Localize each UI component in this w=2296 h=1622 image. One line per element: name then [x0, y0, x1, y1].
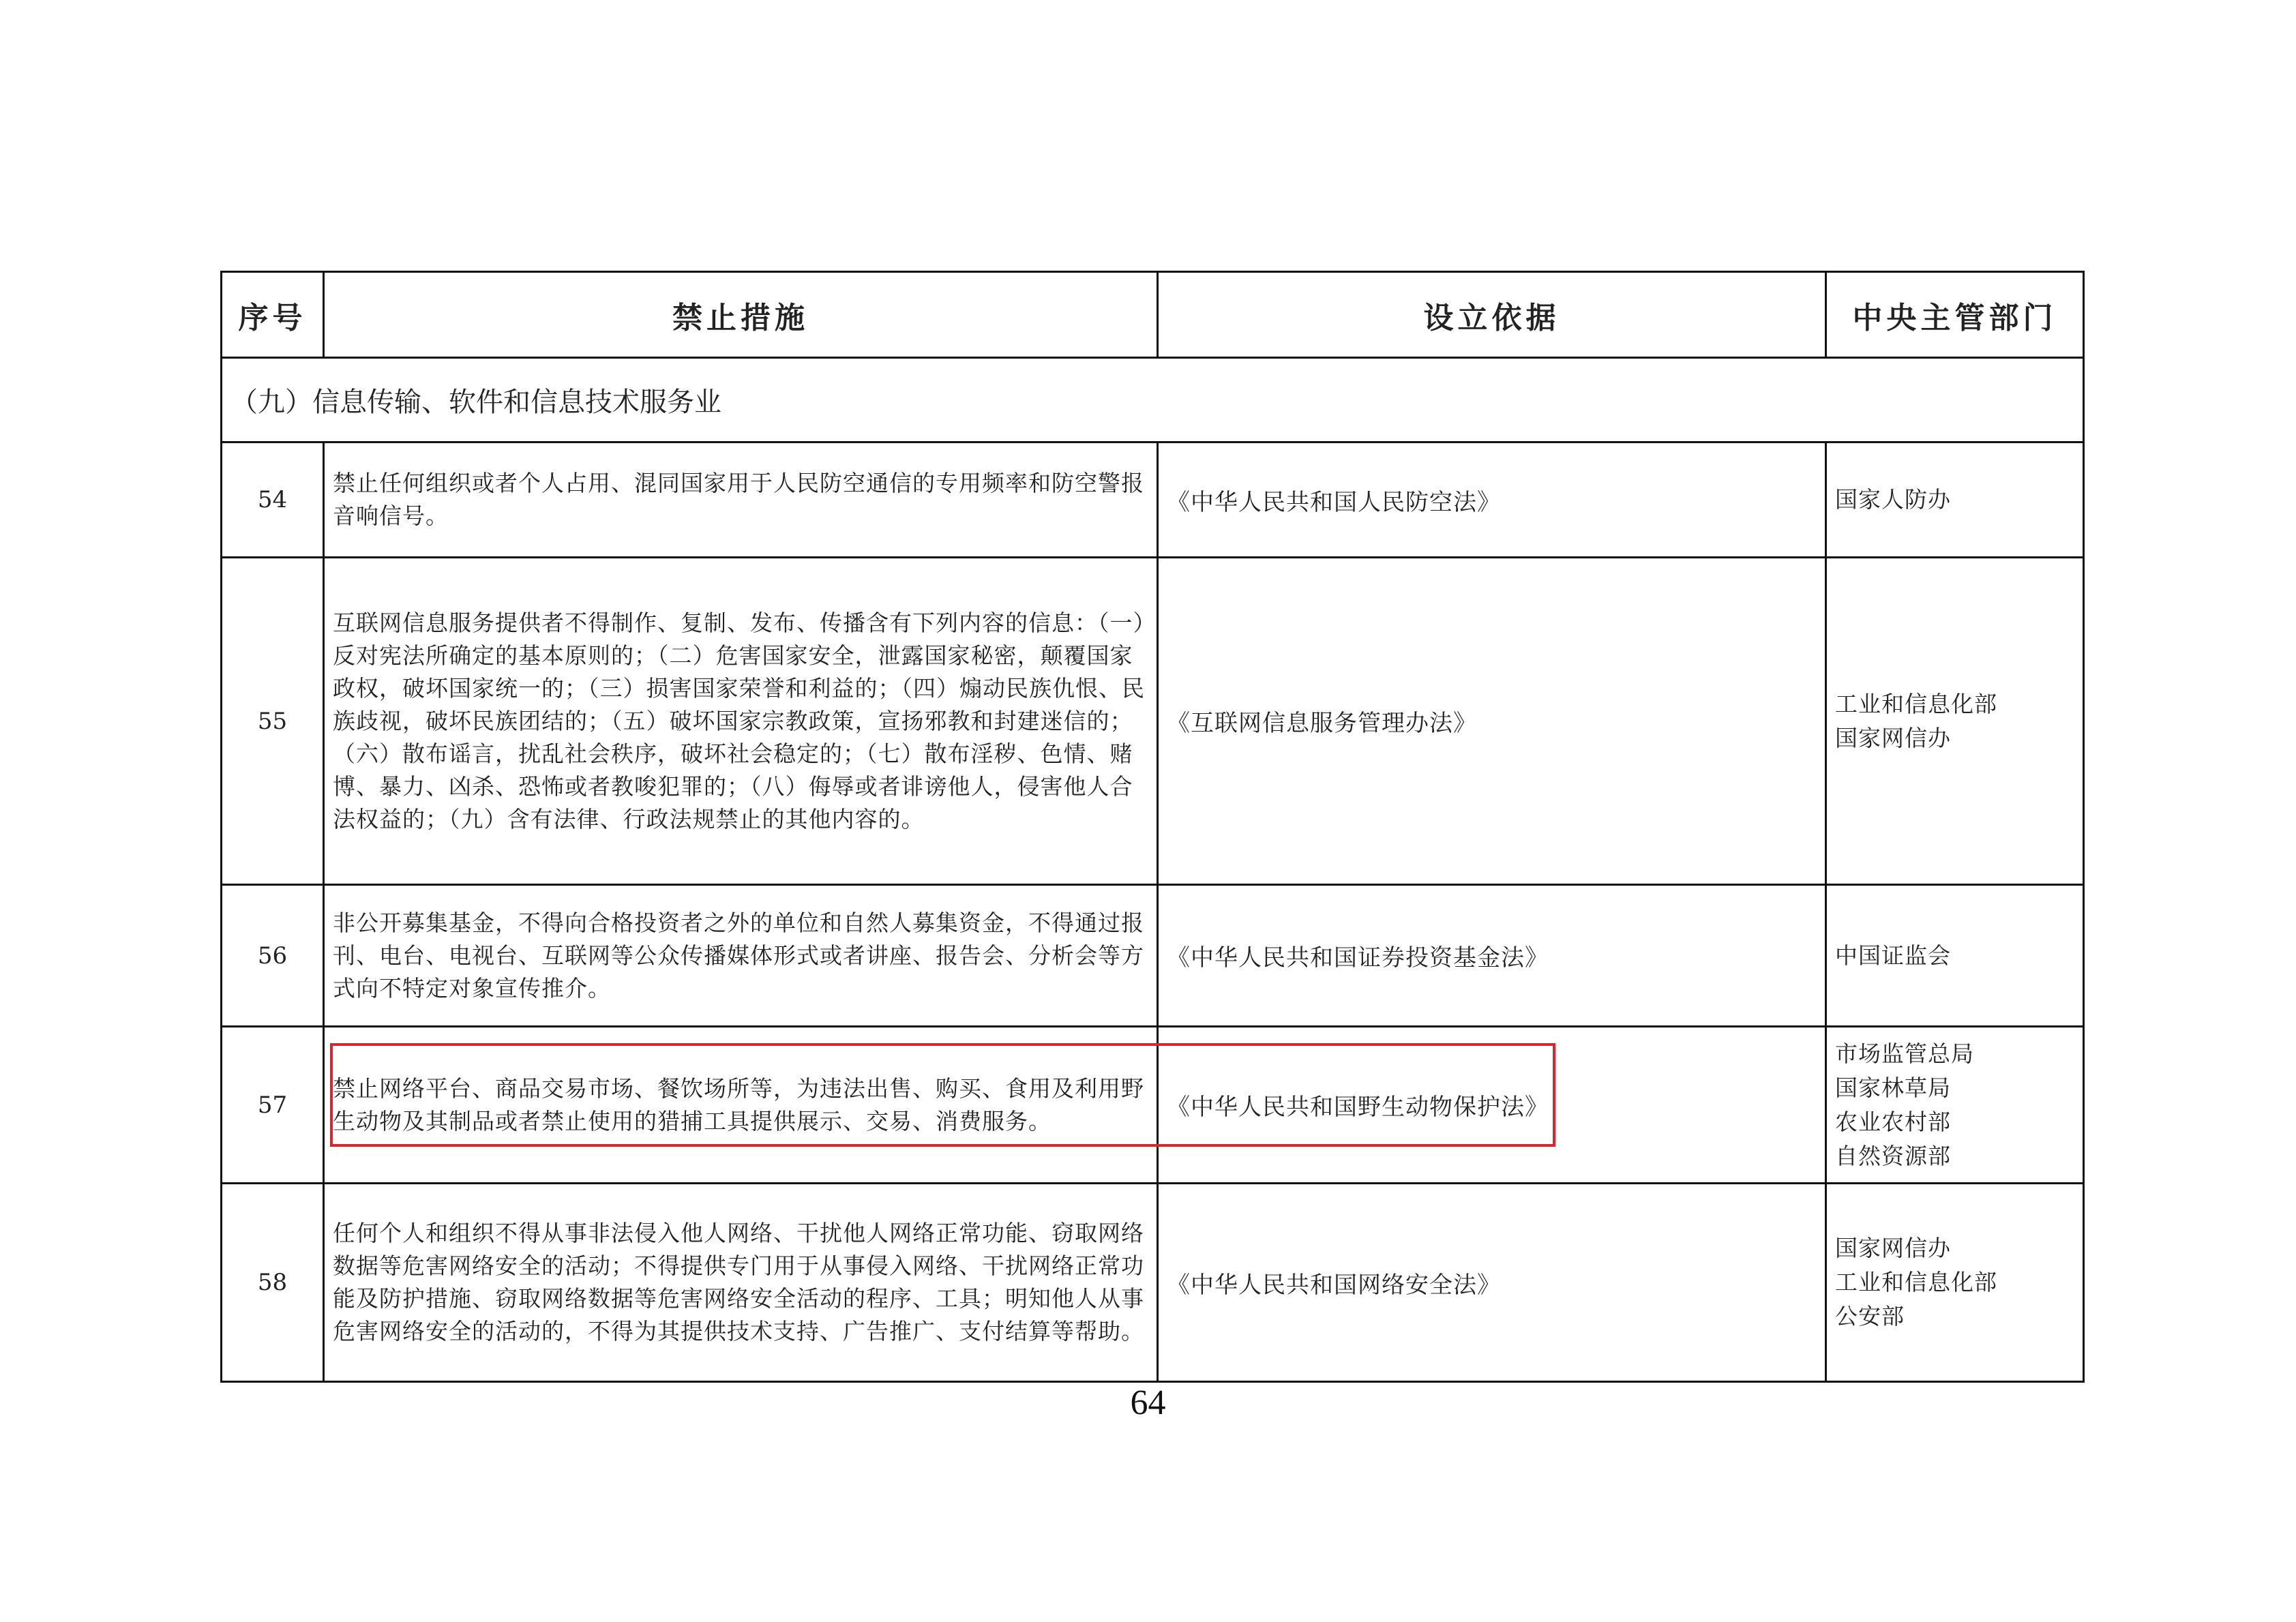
- row-basis: 《中华人民共和国人民防空法》: [1158, 442, 1826, 558]
- table-row: [222, 442, 2084, 558]
- row-index: 54: [222, 442, 324, 558]
- row-index: 55: [222, 558, 324, 885]
- row-index: 56: [222, 885, 324, 1027]
- page-number: 64: [1130, 1383, 1166, 1422]
- department-name: 国家网信办: [1835, 724, 1951, 751]
- row-departments: [1826, 1027, 2084, 1184]
- row-basis: 《中华人民共和国证券投资基金法》: [1158, 885, 1826, 1027]
- row-basis: 《中华人民共和国野生动物保护法》: [1158, 1027, 1826, 1184]
- row-departments: [1826, 1184, 2084, 1382]
- department-name: 中国证监会: [1835, 942, 1951, 969]
- prohibition-table: [220, 271, 2085, 1383]
- section-row: [222, 358, 2084, 442]
- table-row: [222, 1184, 2084, 1382]
- header-department: 中央主管部门: [1826, 272, 2084, 358]
- section-title: （九）信息传输、软件和信息技术服务业: [222, 358, 2084, 442]
- department-name: 国家林草局: [1835, 1074, 1951, 1101]
- row-index: 57: [222, 1027, 324, 1184]
- table-header-row: [222, 272, 2084, 358]
- department-name: 公安部: [1835, 1303, 1905, 1330]
- department-name: 农业农村部: [1835, 1108, 1951, 1135]
- department-name: 自然资源部: [1835, 1142, 1951, 1169]
- row-index: 58: [222, 1184, 324, 1382]
- table-row-highlighted: [222, 1027, 2084, 1184]
- row-measure: 禁止任何组织或者个人占用、混同国家用于人民防空通信的专用频率和防空警报音响信号。: [324, 442, 1158, 558]
- header-index: 序号: [222, 272, 324, 358]
- row-measure: 互联网信息服务提供者不得制作、复制、发布、传播含有下列内容的信息：（一）反对宪法所确定的基本原则的；（二）危害国家安全，泄露国家秘密，颠覆国家政权，破坏国家统一的；（三）损害国家荣誉和利益的；（四）煽动民族仇恨、民族歧视，破坏民族团结的；（五）破坏国家宗教政策，宣扬邪教和封建迷信的；（六）散布谣言，扰乱社会秩序，破坏社会稳定的；（七）散布淫秽、色情、赌博、暴力、凶杀、恐怖或者教唆犯罪的；（八）侮辱或者诽谤他人，侵害他人合法权益的；（九）含有法律、行政法规禁止的其他内容的。: [324, 558, 1158, 885]
- row-basis: 《互联网信息服务管理办法》: [1158, 558, 1826, 885]
- header-basis: 设立依据: [1158, 272, 1826, 358]
- table-row: [222, 885, 2084, 1027]
- row-basis: 《中华人民共和国网络安全法》: [1158, 1184, 1826, 1382]
- department-name: 工业和信息化部: [1835, 690, 1997, 717]
- department-name: 国家人防办: [1835, 486, 1951, 513]
- department-name: 市场监管总局: [1835, 1040, 1974, 1067]
- row-departments: [1826, 558, 2084, 885]
- department-name: 工业和信息化部: [1835, 1269, 1997, 1295]
- row-measure: 禁止网络平台、商品交易市场、餐饮场所等，为违法出售、购买、食用及利用野生动物及其制品或者禁止使用的猎捕工具提供展示、交易、消费服务。: [324, 1027, 1158, 1184]
- department-name: 国家网信办: [1835, 1235, 1951, 1261]
- table-row: [222, 558, 2084, 885]
- row-measure: 任何个人和组织不得从事非法侵入他人网络、干扰他人网络正常功能、窃取网络数据等危害网络安全的活动；不得提供专门用于从事侵入网络、干扰网络正常功能及防护措施、窃取网络数据等危害网络安全活动的程序、工具；明知他人从事危害网络安全的活动的，不得为其提供技术支持、广告推广、支付结算等帮助。: [324, 1184, 1158, 1382]
- row-measure: 非公开募集基金，不得向合格投资者之外的单位和自然人募集资金，不得通过报刊、电台、电视台、互联网等公众传播媒体形式或者讲座、报告会、分析会等方式向不特定对象宣传推介。: [324, 885, 1158, 1027]
- header-measure: 禁止措施: [324, 272, 1158, 358]
- row-departments: [1826, 885, 2084, 1027]
- row-departments: [1826, 442, 2084, 558]
